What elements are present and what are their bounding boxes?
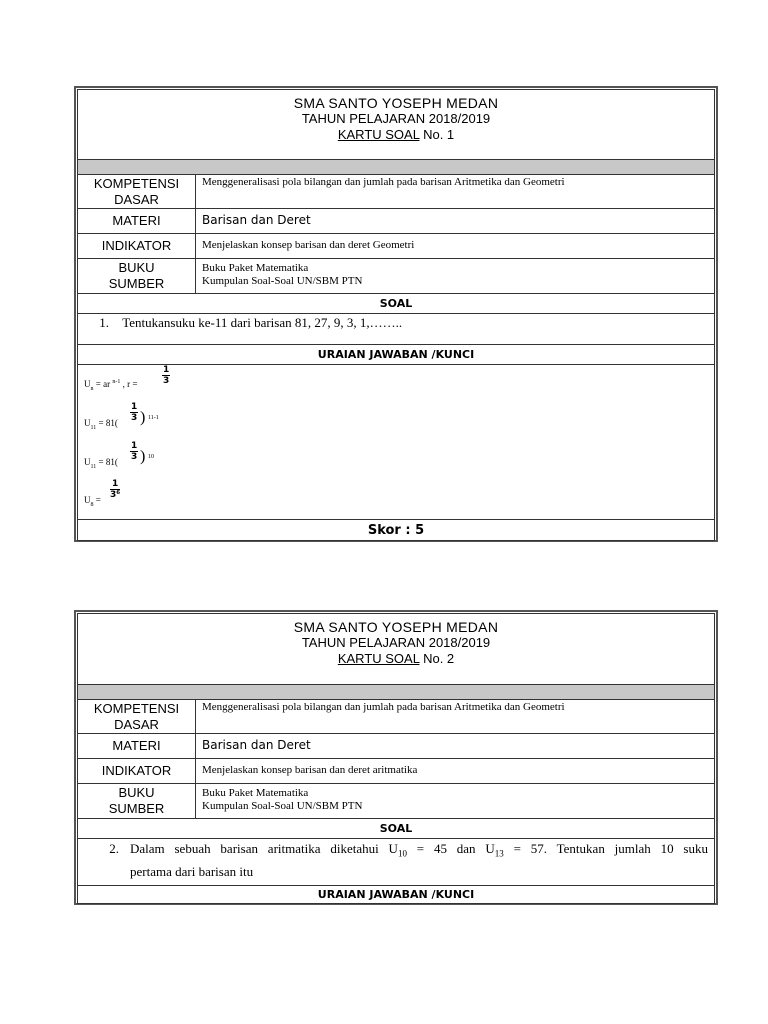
answer-line-3: $U_{11} = 81$( bbox=[84, 457, 118, 470]
kompetensi-value: Menggeneralisasi pola bilangan dan jumlah pada barisan Aritmetika dan Geometri bbox=[202, 176, 565, 188]
soal-header: SOAL bbox=[78, 294, 714, 314]
exponent-2: 11-1 bbox=[148, 415, 159, 421]
fraction-3: $\frac{1}{3}$ bbox=[131, 441, 138, 462]
indikator-value: Menjelaskan konsep barisan dan deret aritmatika bbox=[202, 764, 418, 776]
answer-line-2: $U_{11} = 81$( bbox=[84, 418, 118, 431]
school-name: SMA SANTO YOSEPH MEDAN bbox=[293, 619, 499, 635]
kompetensi-row: KOMPETENSI DASAR Menggeneralisasi pola bilangan dan jumlah pada barisan Aritmetika dan Geometri bbox=[78, 700, 714, 734]
indikator-value: Menjelaskan konsep barisan dan deret Geometri bbox=[202, 239, 415, 251]
answer-body bbox=[78, 365, 714, 520]
soal-header: SOAL bbox=[78, 819, 714, 839]
card-header bbox=[78, 90, 714, 159]
exponent-3: 10 bbox=[148, 454, 154, 460]
answer-line-4: $U_8$ = bbox=[84, 495, 101, 508]
question-card-1 bbox=[74, 86, 718, 542]
indikator-row: INDIKATOR Menjelaskan konsep barisan dan deret Geometri bbox=[78, 234, 714, 259]
paren-2: ) bbox=[140, 409, 146, 426]
buku-value-1: Buku Paket Matematika bbox=[202, 262, 309, 274]
card-title: KARTU SOAL No. 2 bbox=[337, 651, 455, 666]
answer-header: URAIAN JAWABAN /KUNCI bbox=[78, 345, 714, 365]
question-card-2 bbox=[74, 610, 718, 905]
materi-row: MATERI Barisan dan Deret bbox=[78, 209, 714, 234]
answer-line-1: $U_n$ = ar $^{n-1}$ , r = bbox=[84, 379, 138, 392]
buku-value-2: Kumpulan Soal-Soal UN/SBM PTN bbox=[202, 275, 363, 287]
score-label: Skor : 5 bbox=[367, 523, 425, 538]
gray-divider bbox=[78, 159, 714, 175]
school-year: TAHUN PELAJARAN 2018/2019 bbox=[301, 111, 491, 126]
question-text: 1. Tentukansuku ke-11 dari barisan 81, 27, 9, 3, 1,…….. bbox=[78, 314, 714, 345]
card-number: No. 2 bbox=[423, 651, 455, 666]
buku-value-1: Buku Paket Matematika bbox=[202, 787, 309, 799]
materi-row: MATERI Barisan dan Deret bbox=[78, 734, 714, 759]
card-number: No. 1 bbox=[423, 127, 455, 142]
fraction-2: $\frac{1}{3}$ bbox=[131, 402, 138, 423]
materi-value: Barisan dan Deret bbox=[202, 213, 311, 227]
fraction-4: $\frac{1}{\text{3⁶}}$ bbox=[110, 479, 121, 500]
materi-value: Barisan dan Deret bbox=[202, 738, 311, 752]
buku-row: BUKU SUMBER Buku Paket Matematika Kumpulan Soal-Soal UN/SBM PTN bbox=[78, 259, 714, 294]
answer-header: URAIAN JAWABAN /KUNCI bbox=[317, 888, 475, 901]
fraction-1: $\frac{1}{3}$ bbox=[163, 365, 170, 386]
school-name: SMA SANTO YOSEPH MEDAN bbox=[293, 95, 499, 111]
kompetensi-value: Menggeneralisasi pola bilangan dan jumlah pada barisan Aritmetika dan Geometri bbox=[202, 701, 565, 713]
kompetensi-row: KOMPETENSI DASAR Menggeneralisasi pola bilangan dan jumlah pada barisan Aritmetika dan Geometri bbox=[78, 175, 714, 209]
gray-divider bbox=[78, 684, 714, 700]
buku-row: BUKU SUMBER Buku Paket Matematika Kumpulan Soal-Soal UN/SBM PTN bbox=[78, 784, 714, 819]
buku-value-2: Kumpulan Soal-Soal UN/SBM PTN bbox=[202, 800, 363, 812]
card-title: KARTU SOAL No. 1 bbox=[337, 127, 455, 142]
paren-3: ) bbox=[140, 448, 146, 465]
indikator-row: INDIKATOR Menjelaskan konsep barisan dan deret aritmatika bbox=[78, 759, 714, 784]
card-header bbox=[78, 614, 714, 684]
school-year: TAHUN PELAJARAN 2018/2019 bbox=[301, 635, 491, 650]
question-text: 2. Dalam sebuah barisan aritmatika diketahui $U_{10} = 45$ dan $U_{13} = 57$. Tentukan jumlah 10 suku pertama dari barisan itu bbox=[78, 839, 714, 886]
